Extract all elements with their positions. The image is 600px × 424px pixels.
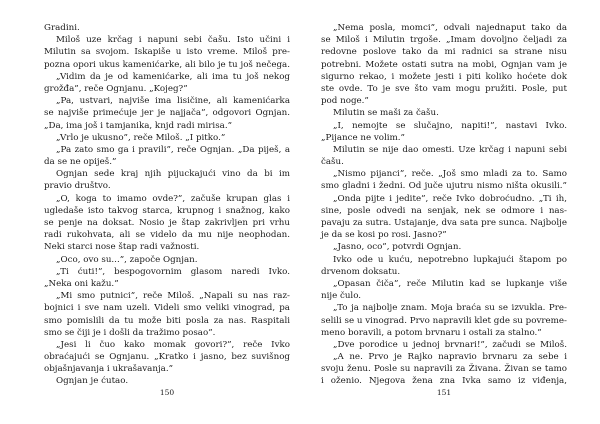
text-line: Miloš uze krčag i napuni sebi čašu. Isto učini i — [56, 35, 290, 46]
text-line: Neki starci nose štap radi važnosti. — [44, 242, 200, 253]
text-line: ste ovde. To je sve što vam mogu pružiti. Posle, put — [321, 83, 567, 94]
text-line: drvenom doksatu. — [321, 266, 401, 277]
text-line: „To ja najbolje znam. Moja braća su se izvukla. Pre- — [333, 303, 567, 314]
text-line: se penje na doksat. Nosio je štap zakrivljen pri vrhu — [44, 218, 290, 228]
text-line: Ognjan je ćutao. — [56, 376, 129, 387]
text-line: „Onda pijte i jedite”, reče Ivko dobroćudno. „Ti ih, — [333, 193, 567, 204]
text-line: smo se čiji je i došli da tražimo posao”. — [44, 327, 216, 338]
text-line: sigurno rekao, i možete jesti i piti koliko hoćete dok — [321, 71, 567, 82]
text-line: sine, posle odvedi na senjak, nek se odmore i nas- — [321, 205, 567, 216]
text-line: „Pa zato smo ga i pravili”, reče Ognjan. „Da piješ, a — [56, 144, 290, 155]
text-line: „Nismo pijanci”, reče. „Još smo mladi za to. Samo — [333, 169, 567, 180]
text-line: „O, koga to imamo ovde?”, začuše krupan glas i — [56, 193, 290, 204]
text-line: Milutin se maši za čašu. — [333, 108, 439, 119]
text-line: Ivko ode u kuću, nepotrebno lupkajući štapom po — [333, 254, 567, 265]
text-line: „Mi smo putnici”, reče Miloš. „Napali su nas raz- — [56, 291, 290, 302]
right-page — [321, 22, 567, 388]
text-line: „A ne. Prvo je Rajko napravio brvnaru za sebe i — [333, 352, 567, 363]
text-line: „Oco, ovo su...”, započe Ognjan. — [56, 254, 198, 265]
text-line: svoju ženu. Posle su napravili za Živana. Živan se tamo — [321, 364, 567, 375]
text-line: se Miloš i Milutin trgoše. „Imam dovoljno čeljadi za — [321, 35, 567, 46]
text-line: da se ne opiješ.” — [44, 157, 117, 168]
text-line: „Dve porodice u jednoj brvnari!”, začudi se Miloš. — [333, 339, 567, 350]
text-line: pavaju za sutra. Ustajanje, dva sata pre sunca. Najbolje — [321, 218, 567, 228]
text-line: pozna opori ukus kamenićarke, ali bilo je tu još nečega. — [44, 59, 290, 70]
text-line: „Vrlo je ukusno”, reče Miloš. „I pitko.” — [56, 132, 226, 143]
text-line: pravio društvo. — [44, 181, 111, 192]
text-line: Milutin se nije dao omesti. Uze krčag i napuni sebi — [333, 144, 567, 155]
text-line: „Ti ćuti!”, bespogovornim glasom naredi Ivko. — [56, 266, 290, 277]
text-line: pod noge.” — [321, 96, 369, 107]
text-line: „Vidim da je od kamenićarke, ali ima tu još nekog — [56, 71, 290, 82]
text-line: „I, nemojte se slučajno, napiti!”, nastavi Ivko. — [333, 120, 567, 131]
text-line: grožđa”, reče Ognjanu. „Kojeg?” — [44, 83, 188, 94]
left-page-number: 150 — [159, 388, 175, 397]
text-line: objašnjavanja i ukrašavanja.” — [44, 364, 174, 375]
text-line: „Jasno, oco”, potvrdi Ognjan. — [333, 242, 462, 253]
text-line: ugledaše isto takvog starca, krupnog i snažnog, kako — [44, 205, 290, 216]
text-line: i oženio. Njegova žena zna Ivka samo iz viđenja, — [321, 376, 567, 387]
text-line: „Da, ima još i tamjanika, knjd radi mirisa.” — [44, 120, 233, 131]
left-page — [44, 22, 290, 388]
right-page-number: 151 — [436, 388, 452, 397]
text-line: potrebni. Možete ostati sutra na mobi, Ognjan vam je — [321, 59, 567, 70]
text-line: čašu. — [321, 157, 344, 168]
text-line: nije čulo. — [321, 291, 362, 302]
text-line: smo pomislili da tu može biti posla za nas. Raspitali — [44, 315, 290, 326]
text-line: meno boravili, a potom brvnaru i ostali za stalno.” — [321, 327, 542, 338]
text-line: smo gladni i žedni. Od juče ujutru nismo ništa okusili.” — [321, 181, 567, 192]
text-line: radi rukohvata, ali se videlo da mu nije neophodan. — [44, 230, 290, 241]
text-line: Ognjan sede kraj njih pijuckajući vino da bi im — [56, 169, 290, 180]
text-line: je da se kosi po rosi. Jasno?” — [321, 230, 447, 241]
text-line: selili se u vinograd. Prvo napravili klet gde su povreme- — [321, 315, 567, 326]
text-line: „Jesi li čuo kako momak govori?”, reče Ivko — [56, 339, 290, 350]
text-line: bojnici i sve nam uzeli. Videli smo veliki vinograd, pa — [44, 303, 290, 314]
text-line: „Nema posla, momci”, odvali najednaput tako da — [333, 23, 567, 33]
text-line: „Neka oni kažu.” — [44, 278, 119, 289]
text-line: redovne poslove tako da mi radnici sa strane nisu — [321, 47, 567, 58]
text-line: se najviše primećuje jer je najjača”, odgovori Ognjan. — [44, 108, 290, 119]
text-line: obraćajući se Ognjanu. „Kratko i jasno, bez suvišnog — [44, 352, 290, 363]
text-line: „Pa, ustvari, najviše ima lisičine, ali kamenićarka — [56, 96, 290, 107]
text-line: Gradini. — [44, 23, 80, 33]
text-line: Milutin sa svojom. Iskapiše u isto vreme. Miloš pre- — [44, 47, 290, 58]
text-line: „Pijance ne volim.” — [321, 132, 405, 143]
text-line: „Opasan čiča”, reče Milutin kad se lupkanje više — [333, 278, 567, 289]
